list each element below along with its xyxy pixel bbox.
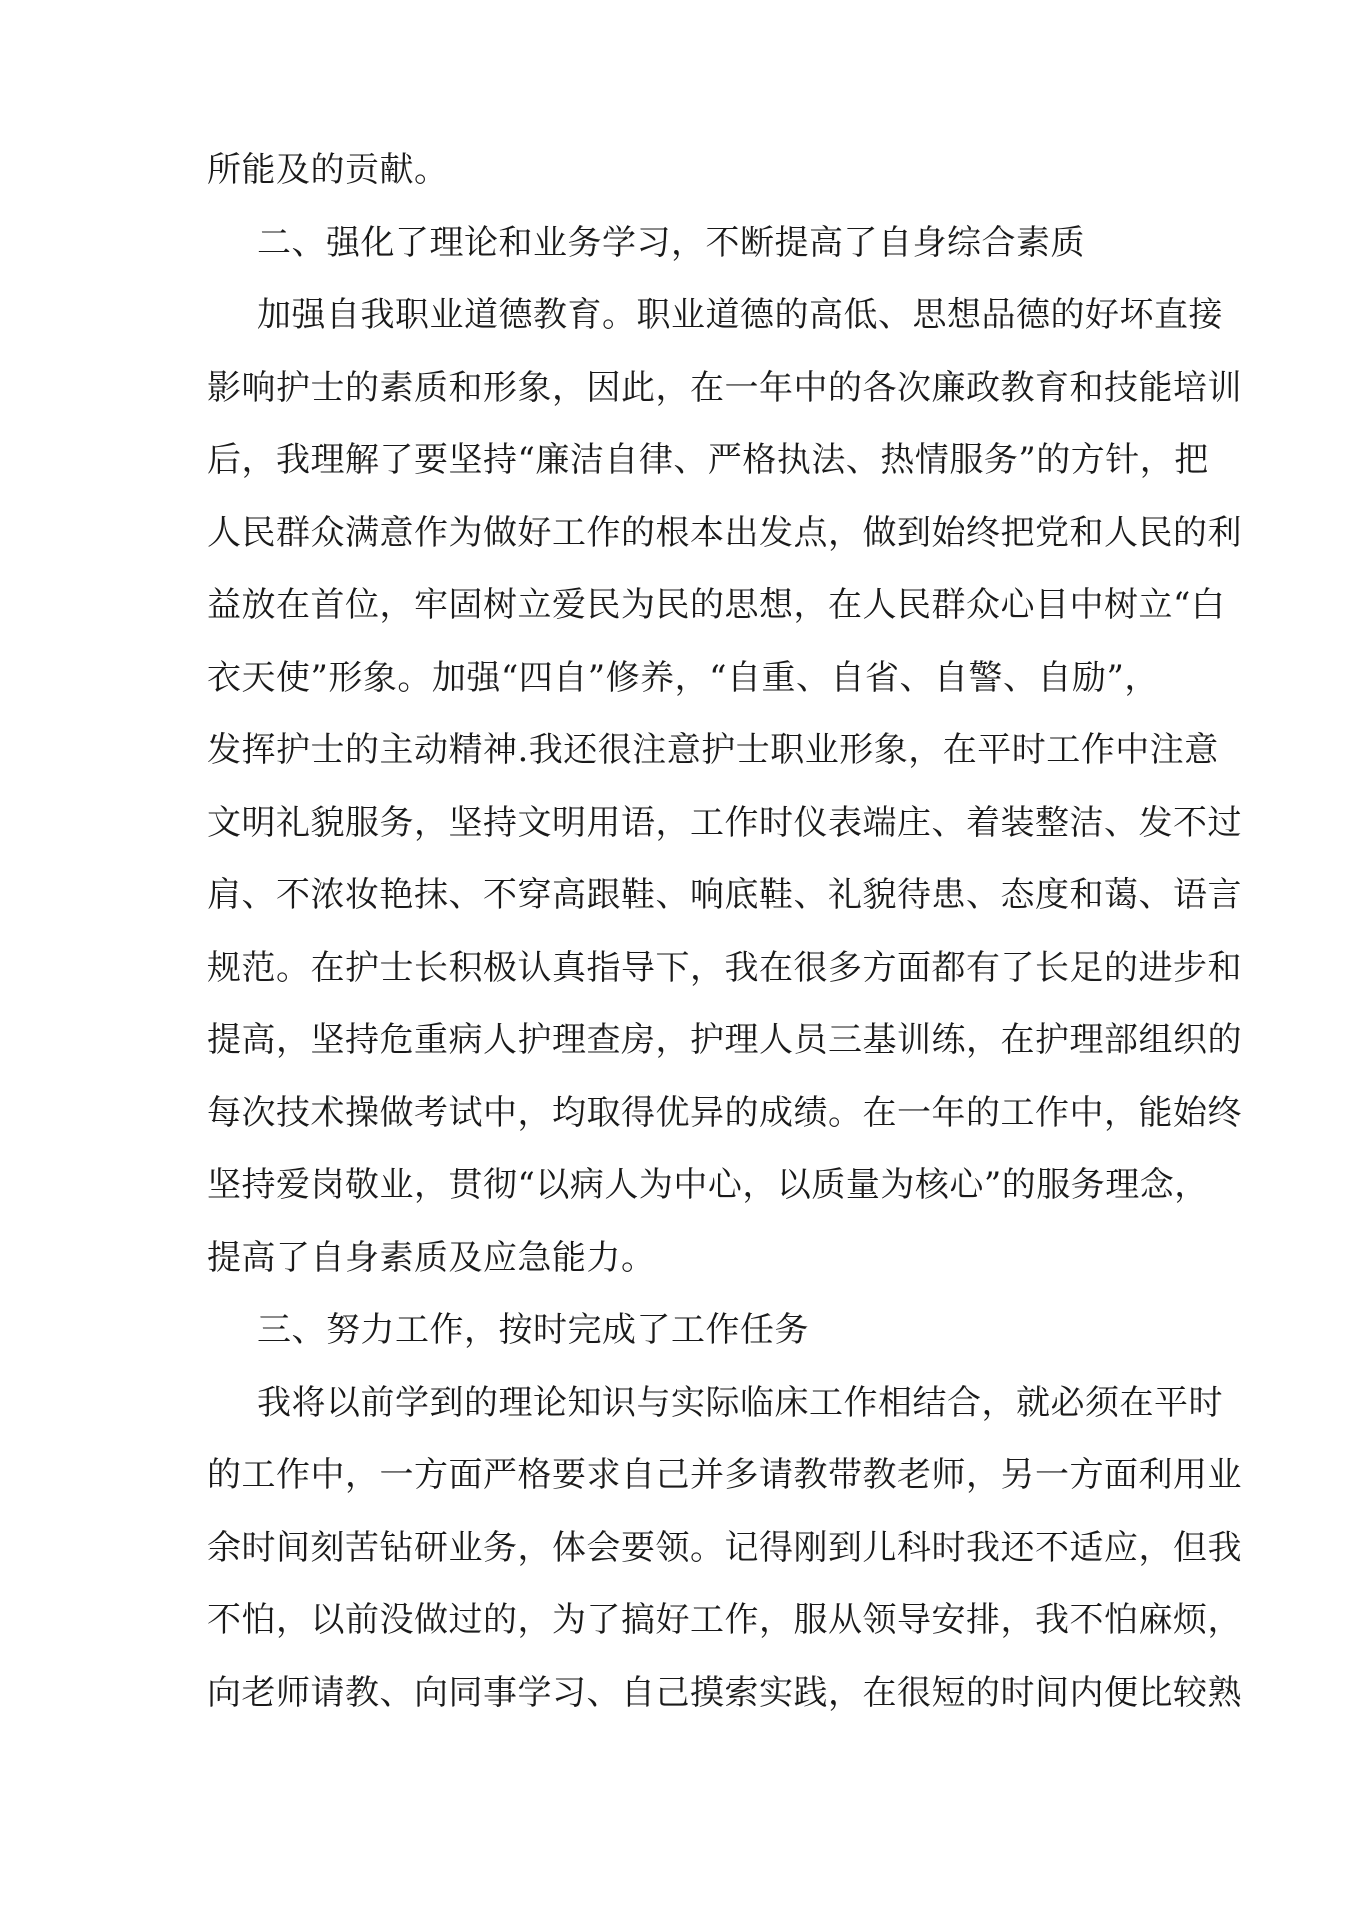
text-line: 提高，坚持危重病人护理查房，护理人员三基训练，在护理部组织的 — [207, 1020, 1242, 1060]
text-line: 人民群众满意作为做好工作的根本出发点，做到始终把党和人民的利 — [207, 512, 1242, 553]
section-heading: 三、努力工作，按时完成了工作任务 — [257, 1310, 809, 1350]
text-line: 衣天使”形象。加强“四自”修养，“自重、自省、自警、自励”， — [207, 657, 1159, 698]
text-line: 肩、不浓妆艳抹、不穿高跟鞋、响底鞋、礼貌待患、态度和蔼、语言 — [207, 875, 1242, 915]
text-line: 不怕，以前没做过的，为了搞好工作，服从领导安排，我不怕麻烦， — [207, 1600, 1242, 1640]
section-heading: 二、强化了理论和业务学习，不断提高了自身综合素质 — [257, 222, 1085, 263]
text-line: 规范。在护士长积极认真指导下，我在很多方面都有了长足的进步和 — [207, 947, 1242, 988]
text-line: 每次技术操做考试中，均取得优异的成绩。在一年的工作中，能始终 — [207, 1092, 1242, 1133]
text-line: 影响护士的素质和形象，因此，在一年中的各次廉政教育和技能培训 — [207, 367, 1242, 408]
text-line: 发挥护士的主动精神.我还很注意护士职业形象，在平时工作中注意 — [207, 730, 1219, 770]
text-line: 我将以前学到的理论知识与实际临床工作相结合，就必须在平时 — [257, 1382, 1223, 1423]
text-line: 加强自我职业道德教育。职业道德的高低、思想品德的好坏直接 — [257, 295, 1223, 335]
text-line: 文明礼貌服务，坚持文明用语，工作时仪表端庄、着装整洁、发不过 — [207, 802, 1242, 843]
text-line: 的工作中，一方面严格要求自己并多请教带教老师，另一方面利用业 — [207, 1455, 1242, 1495]
body-text — [207, 134, 1242, 1729]
text-line: 余时间刻苦钻研业务，体会要领。记得刚到儿科时我还不适应，但我 — [207, 1527, 1242, 1568]
text-line: 提高了自身素质及应急能力。 — [207, 1237, 656, 1278]
text-line: 后，我理解了要坚持“廉洁自律、严格执法、热情服务”的方针，把 — [207, 440, 1209, 480]
text-line: 益放在首位，牢固树立爱民为民的思想，在人民群众心目中树立“白 — [207, 585, 1226, 625]
text-line: 所能及的贡献。 — [207, 150, 449, 190]
text-line: 向老师请教、向同事学习、自己摸索实践，在很短的时间内便比较熟 — [207, 1672, 1242, 1713]
text-line: 坚持爱岗敬业，贯彻“以病人为中心，以质量为核心”的服务理念， — [207, 1165, 1209, 1205]
